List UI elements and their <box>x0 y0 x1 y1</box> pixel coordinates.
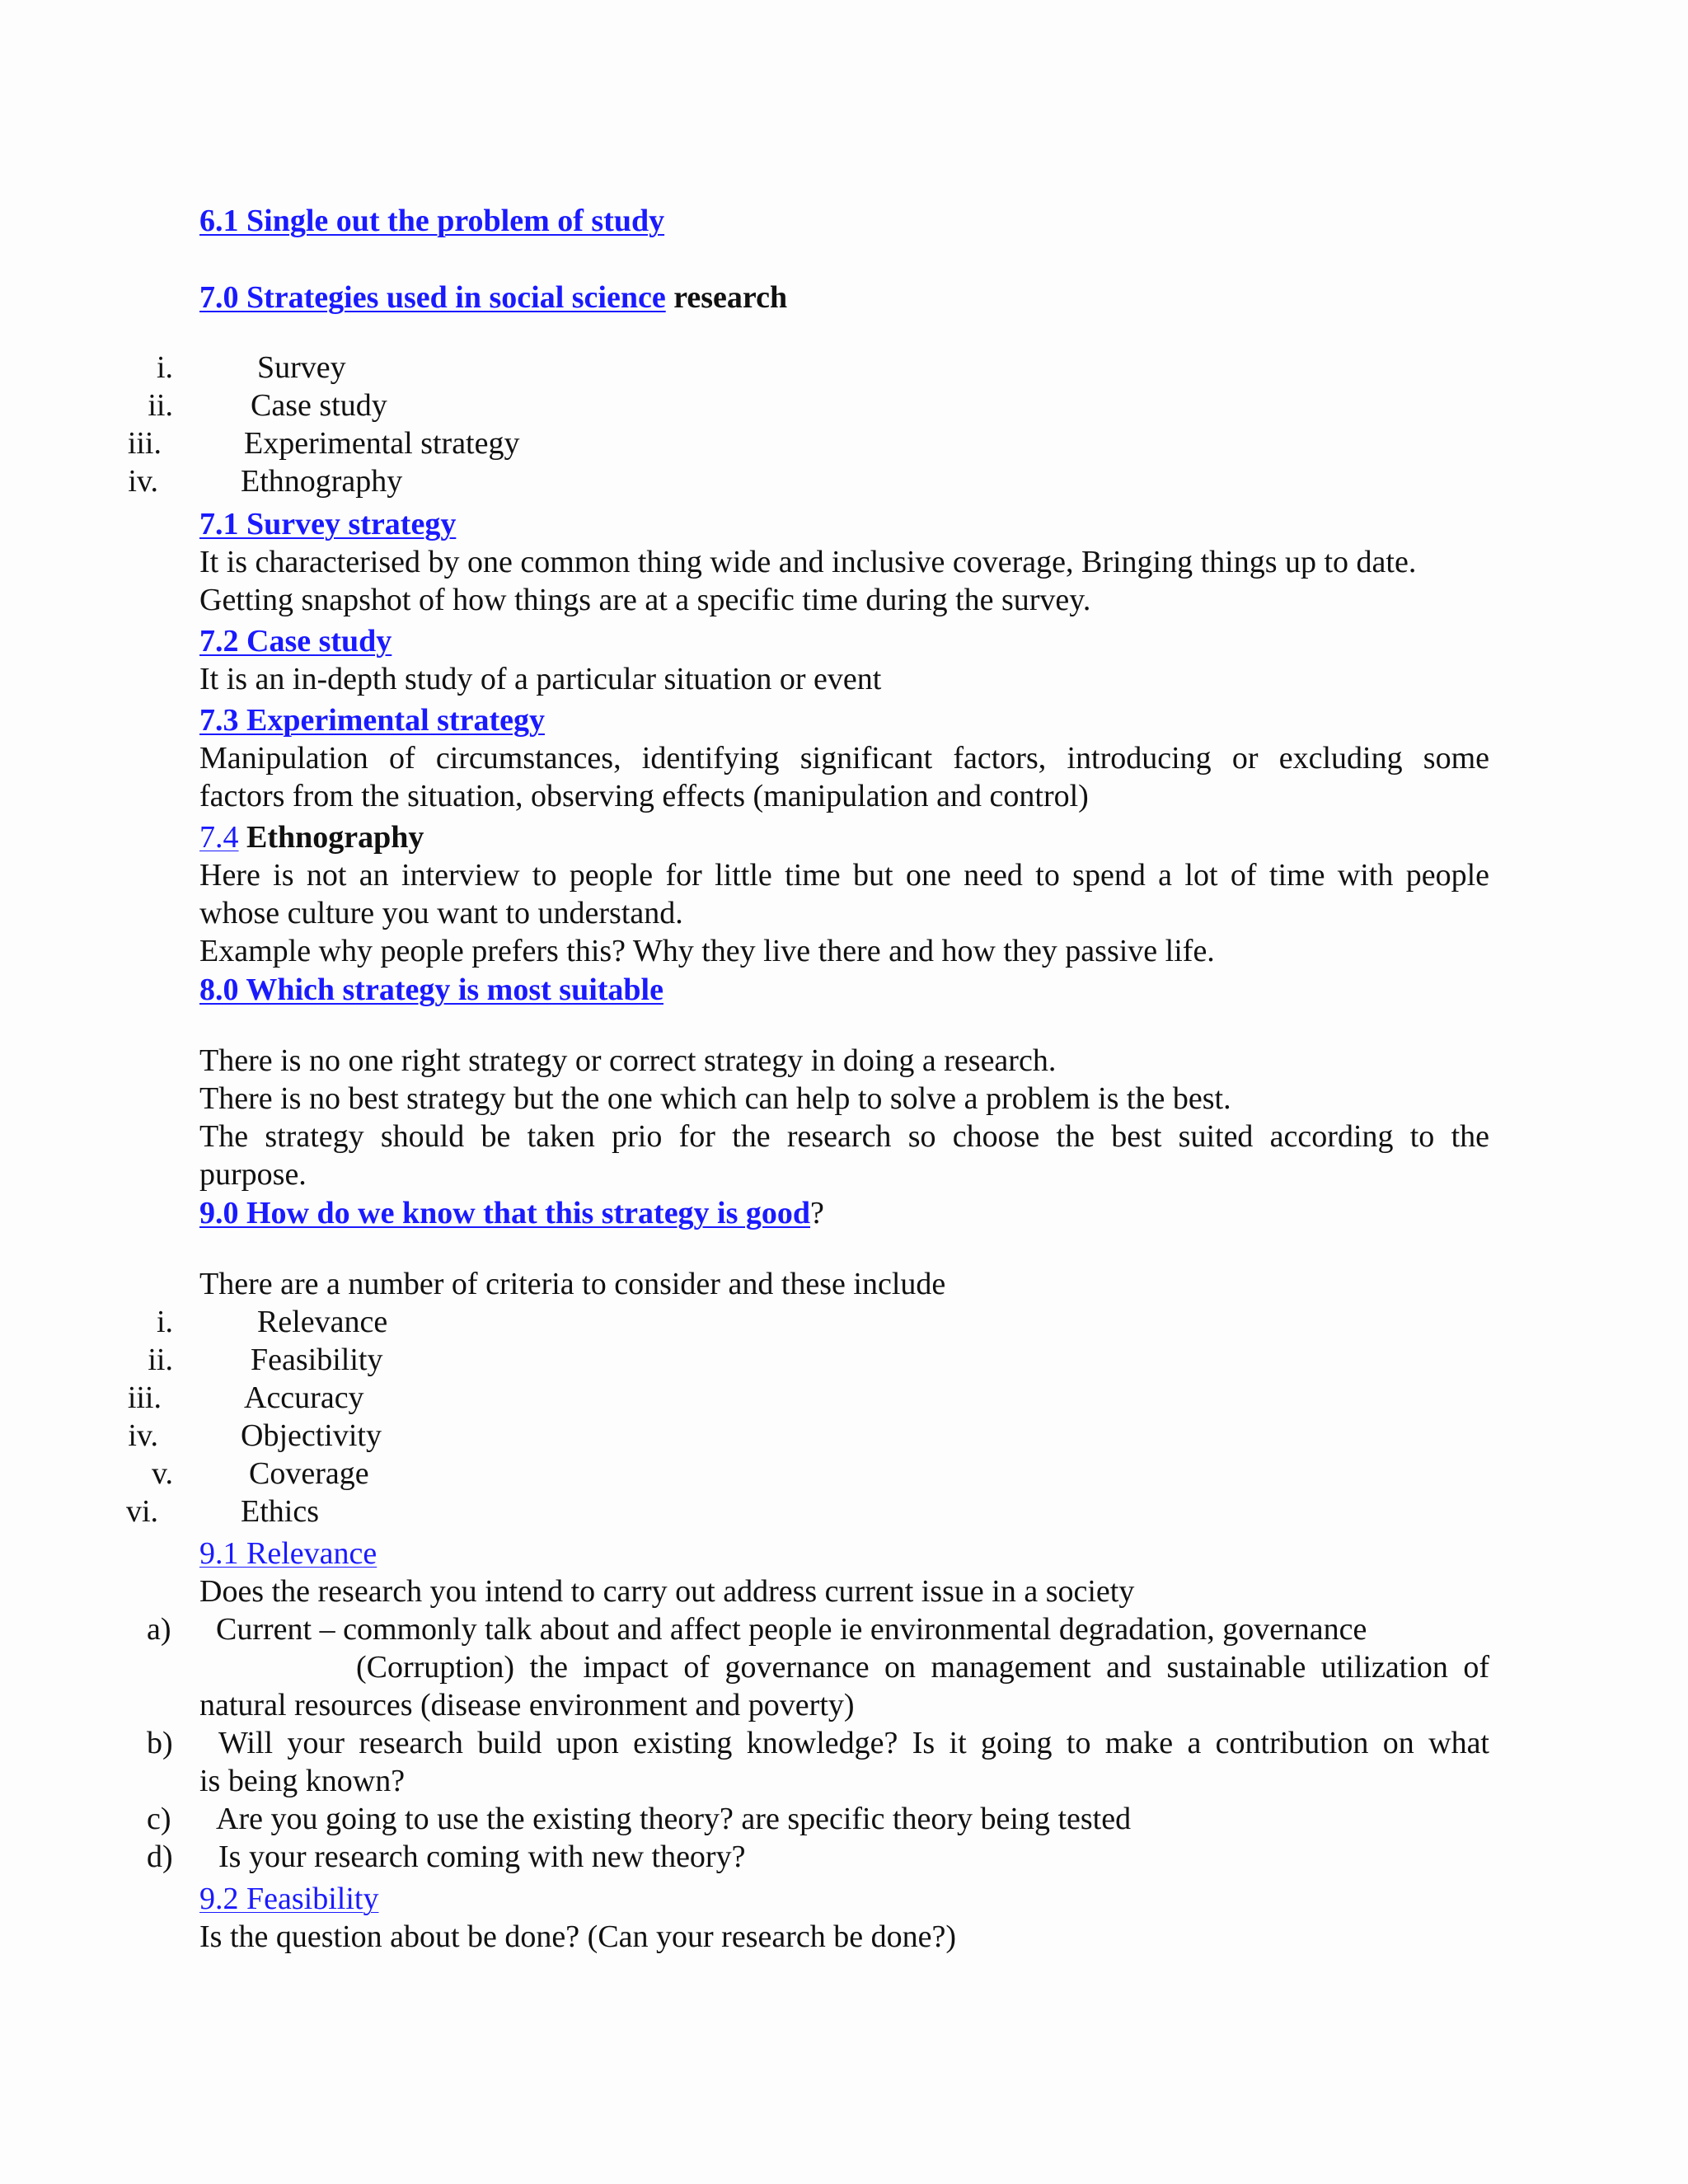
list-label: Relevance <box>257 1305 388 1339</box>
list-numeral: iv. <box>128 1418 158 1453</box>
text-line: There is no one right strategy or correct strategy in doing a research. <box>199 1043 1057 1078</box>
text-line: purpose. <box>199 1157 307 1192</box>
list-item <box>0 387 1688 424</box>
section-heading-9-0 <box>0 1194 1688 1232</box>
paragraph-line <box>0 1080 1688 1118</box>
text-line: whose culture you want to understand. <box>199 896 683 930</box>
text-line: There is no best strategy but the one which can help to solve a problem is the best. <box>199 1081 1231 1116</box>
paragraph-line <box>0 1572 1688 1610</box>
heading-link-9-0[interactable]: 9.0 How do we know that this strategy is good <box>199 1196 811 1230</box>
paragraph-line <box>0 894 1688 932</box>
list-label: Ethnography <box>241 464 403 499</box>
section-heading-9-2 <box>0 1880 1688 1918</box>
list-numeral: ii. <box>148 1343 173 1377</box>
list-item <box>0 1610 1688 1648</box>
list-item <box>0 462 1688 500</box>
heading-text-7-4: Ethnography <box>238 820 424 855</box>
heading-text-7-0: research <box>665 280 788 315</box>
list-item <box>0 424 1688 462</box>
list-item-continuation <box>0 1762 1688 1800</box>
text-line: (Corruption) the impact of governance on management and sustainable utilization of <box>356 1650 1489 1685</box>
section-heading-7-1 <box>0 505 1688 543</box>
list-marker: b) <box>147 1726 173 1760</box>
text-line: Is the question about be done? (Can your research be done?) <box>199 1919 956 1954</box>
list-item <box>0 1493 1688 1530</box>
list-item <box>0 1379 1688 1417</box>
section-heading-7-3 <box>0 701 1688 739</box>
text-line: Does the research you intend to carry out address current issue in a society <box>199 1574 1135 1609</box>
list-numeral: iii. <box>127 426 162 461</box>
section-heading-8-0 <box>0 971 1688 1009</box>
paragraph-line <box>0 581 1688 619</box>
list-item <box>0 1303 1688 1341</box>
heading-link-7-0[interactable]: 7.0 Strategies used in social science <box>199 280 666 315</box>
list-item <box>0 1341 1688 1379</box>
text-line: natural resources (disease environment and poverty) <box>199 1688 855 1722</box>
section-heading-6-1 <box>0 202 1688 240</box>
list-label: Ethics <box>241 1494 319 1529</box>
list-item-continuation <box>0 1686 1688 1724</box>
list-marker: a) <box>147 1612 171 1647</box>
heading-link-9-1[interactable]: 9.1 Relevance <box>199 1536 377 1571</box>
heading-link-6-1[interactable]: 6.1 Single out the problem of study <box>199 204 665 238</box>
heading-link-7-2[interactable]: 7.2 Case study <box>199 624 392 658</box>
paragraph-line <box>0 932 1688 970</box>
list-item-continuation <box>0 1648 1688 1686</box>
text-line: Manipulation of circumstances, identifying significant factors, introducing or excluding some <box>199 741 1489 776</box>
section-heading-7-4 <box>0 818 1688 856</box>
text-line: Getting snapshot of how things are at a specific time during the survey. <box>199 583 1091 617</box>
paragraph-line <box>0 777 1688 815</box>
list-label: Coverage <box>249 1456 369 1491</box>
list-numeral: iii. <box>127 1380 162 1415</box>
heading-suffix: ? <box>810 1196 824 1230</box>
list-item <box>0 349 1688 387</box>
text-line: Here is not an interview to people for little time but one need to spend a lot of time with people <box>199 858 1489 893</box>
paragraph-line <box>0 660 1688 698</box>
text-line: Example why people prefers this? Why they live there and how they passive life. <box>199 934 1215 968</box>
section-heading-7-0 <box>0 279 1688 316</box>
list-item <box>0 1455 1688 1493</box>
text-line: Current – commonly talk about and affect people ie environmental degradation, governance <box>216 1612 1367 1647</box>
heading-link-8-0[interactable]: 8.0 Which strategy is most suitable <box>199 972 663 1007</box>
text-line: It is an in-depth study of a particular situation or event <box>199 662 882 696</box>
list-label: Experimental strategy <box>244 426 520 461</box>
text-line: factors from the situation, observing effects (manipulation and control) <box>199 779 1089 813</box>
list-label: Feasibility <box>251 1343 383 1377</box>
list-label: Survey <box>257 350 346 385</box>
text-line: Will your research build upon existing knowledge? Is it going to make a contribution on what <box>218 1726 1489 1760</box>
list-numeral: vi. <box>125 1494 158 1529</box>
list-label: Case study <box>251 388 387 423</box>
text-line: The strategy should be taken prio for the research so choose the best suited according to the <box>199 1119 1489 1154</box>
list-marker: c) <box>147 1802 171 1836</box>
list-item <box>0 1417 1688 1455</box>
paragraph-line <box>0 543 1688 581</box>
list-marker: d) <box>147 1840 173 1874</box>
heading-link-9-2[interactable]: 9.2 Feasibility <box>199 1882 379 1916</box>
heading-link-7-1[interactable]: 7.1 Survey strategy <box>199 507 457 541</box>
list-item <box>0 1724 1688 1762</box>
section-heading-9-1 <box>0 1535 1688 1572</box>
paragraph-line <box>0 739 1688 777</box>
text-line: It is characterised by one common thing wide and inclusive coverage, Bringing things up to date. <box>199 545 1417 579</box>
paragraph-line <box>0 1265 1688 1303</box>
list-numeral: ii. <box>148 388 173 423</box>
paragraph-line <box>0 1118 1688 1155</box>
list-item <box>0 1800 1688 1838</box>
text-line: There are a number of criteria to consider and these include <box>199 1267 946 1301</box>
list-label: Accuracy <box>244 1380 364 1415</box>
list-numeral: v. <box>151 1456 173 1491</box>
text-line: Is your research coming with new theory? <box>218 1840 746 1874</box>
text-line: is being known? <box>199 1764 406 1798</box>
paragraph-line <box>0 856 1688 894</box>
list-label: Objectivity <box>241 1418 382 1453</box>
heading-link-7-3[interactable]: 7.3 Experimental strategy <box>199 703 545 738</box>
list-numeral: iv. <box>128 464 158 499</box>
section-heading-7-2 <box>0 622 1688 660</box>
paragraph-line <box>0 1042 1688 1080</box>
list-numeral: i. <box>156 1305 173 1339</box>
list-numeral: i. <box>156 350 173 385</box>
paragraph-line <box>0 1155 1688 1193</box>
list-item <box>0 1838 1688 1876</box>
text-line: Are you going to use the existing theory? are specific theory being tested <box>216 1802 1132 1836</box>
paragraph-line <box>0 1918 1688 1956</box>
heading-link-7-4[interactable]: 7.4 <box>199 820 239 855</box>
